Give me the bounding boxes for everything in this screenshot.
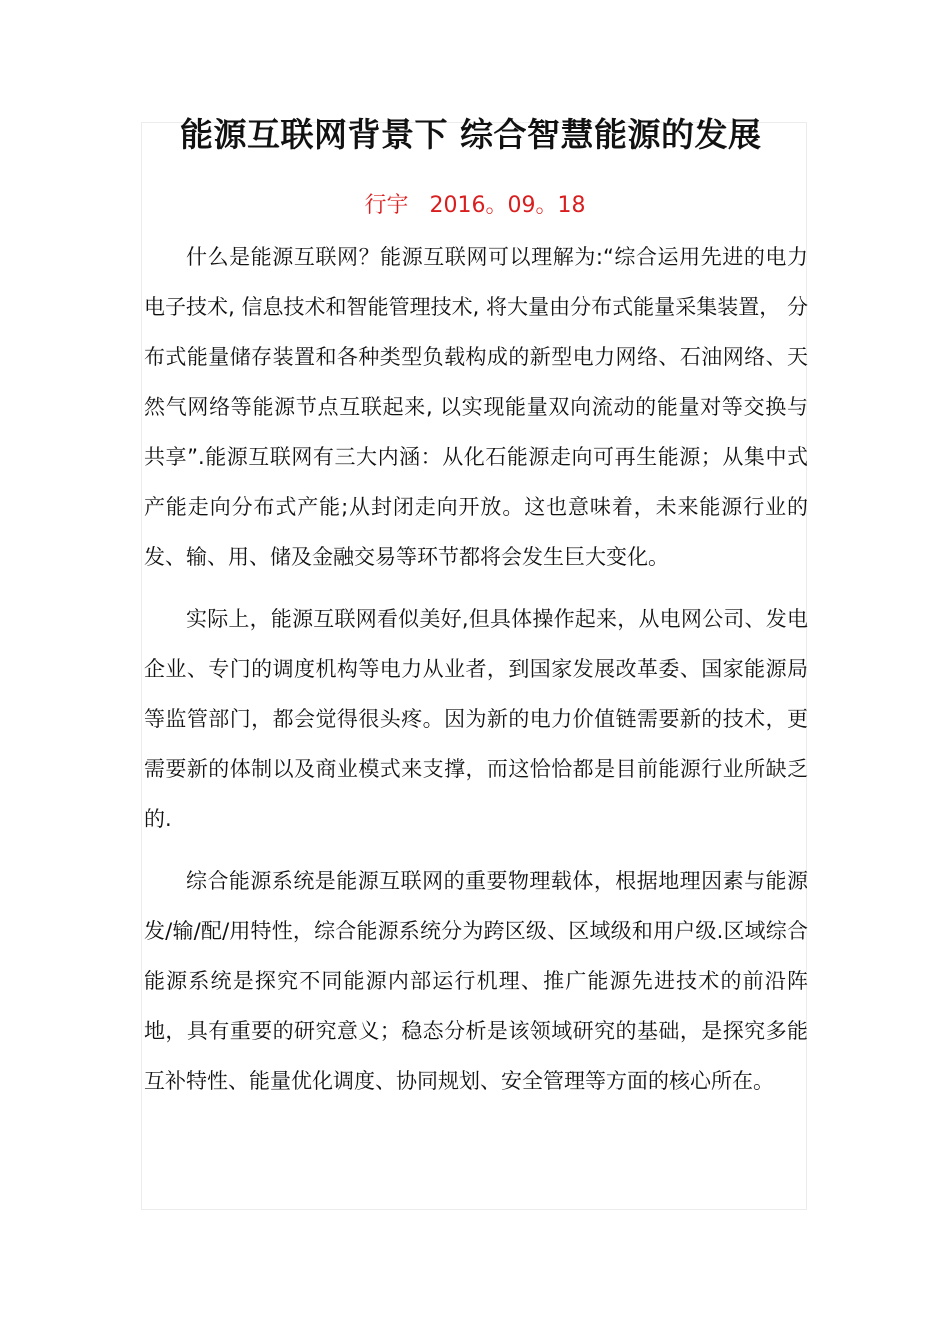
document-title: 能源互联网背景下 综合智慧能源的发展 <box>180 115 762 154</box>
article-body <box>144 232 808 1106</box>
paragraph-1: 什么是能源互联网？能源互联网可以理解为:“综合运用先进的电力电子技术, 信息技术和智能管理技术, 将大量由分布式能量采集装置， 分布式能量储存装置和各种类型负载构成的新型电力网络、石油网络、天然气网络等能源节点互联起来, 以实现能量双向流动的能量对等交换与共享”.能源互联网有三大内涵：从化石能源走向可再生能源；从集中式产能走向分布式产能;从封闭走向开放。这也意味着，未来能源行业的发、输、用、储及金融交易等环节都将会发生巨大变化。 <box>144 245 808 569</box>
paragraph-2: 实际上，能源互联网看似美好,但具体操作起来，从电网公司、发电企业、专门的调度机构等电力从业者，到国家发展改革委、国家能源局等监管部门，都会觉得很头疼。因为新的电力价值链需要新的技术，更需要新的体制以及商业模式来支撑，而这恰恰都是目前能源行业所缺乏的. <box>144 607 808 831</box>
author-date-line: 行宇 2016。09。18 <box>364 193 586 218</box>
paragraph-3: 综合能源系统是能源互联网的重要物理载体，根据地理因素与能源发/输/配/用特性，综合能源系统分为跨区级、区域级和用户级.区域综合能源系统是探究不同能源内部运行机理、推广能源先进技术的前沿阵地，具有重要的研究意义；稳态分析是该领域研究的基础，是探究多能互补特性、能量优化调度、协同规划、安全管理等方面的核心所在。 <box>144 869 808 1093</box>
